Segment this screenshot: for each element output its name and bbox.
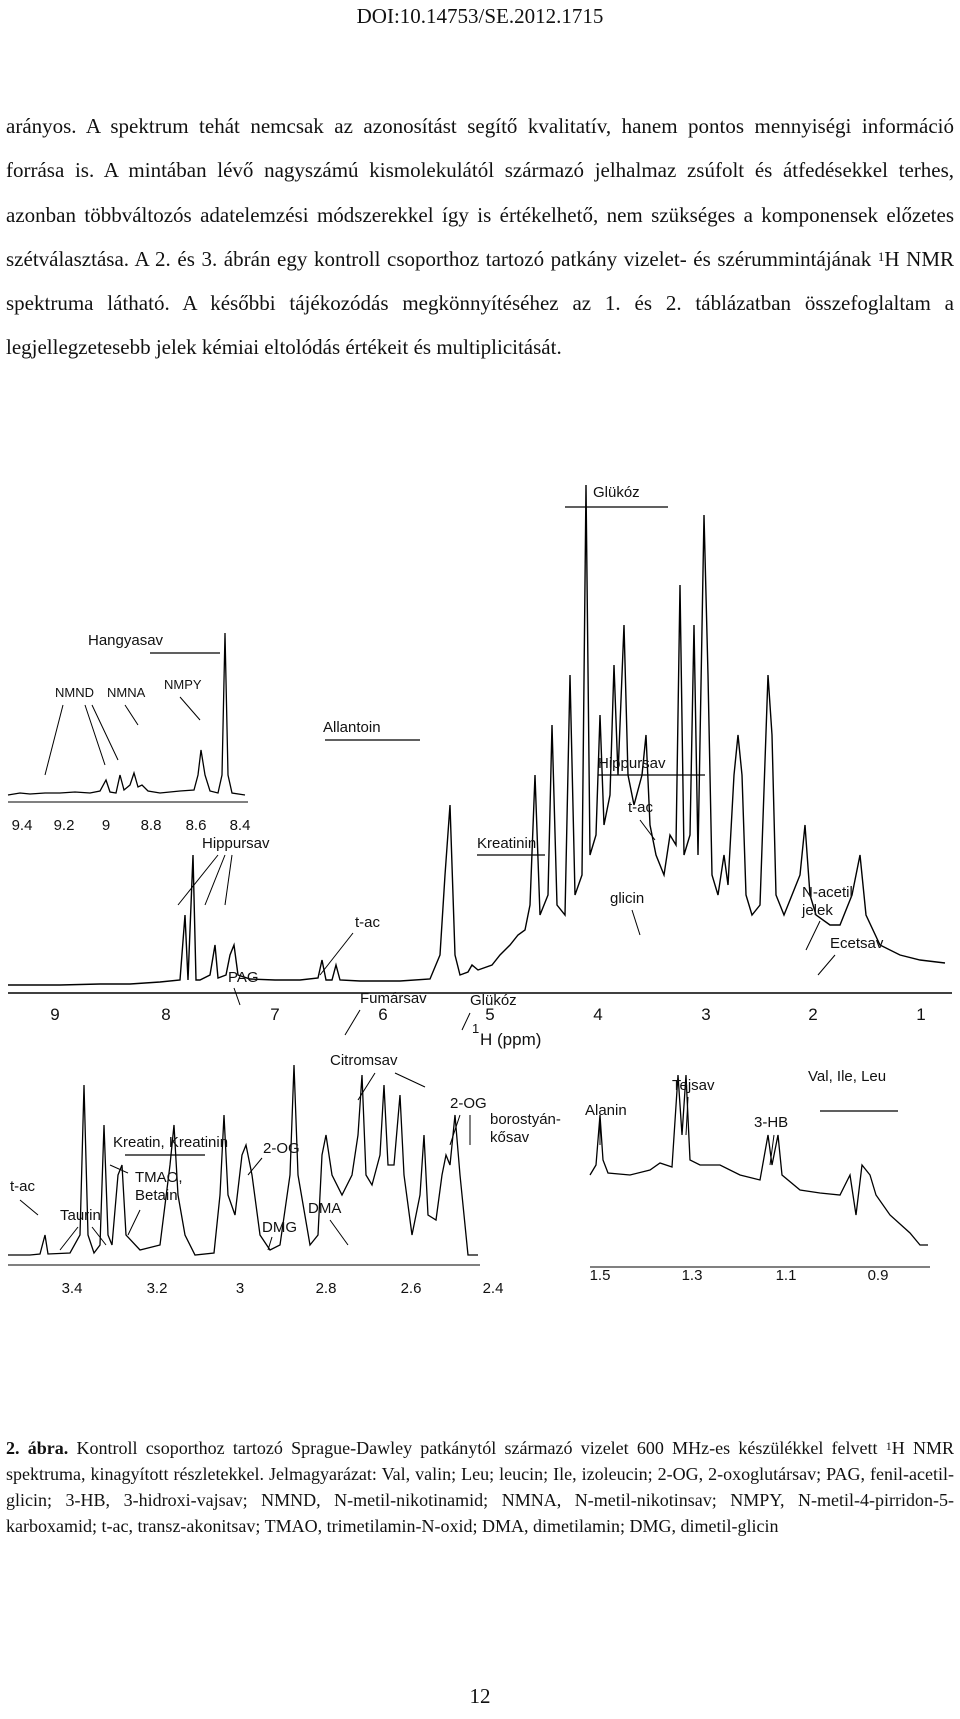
label-dmg: DMG bbox=[262, 1219, 297, 1236]
inset-methyl-spectrum bbox=[590, 1075, 930, 1267]
inset-methyl-axis bbox=[590, 1267, 889, 1284]
lr-tick-1.5: 1.5 bbox=[589, 1267, 611, 1284]
lr-tick-1.3: 1.3 bbox=[681, 1267, 703, 1284]
ll-tick-3.4: 3.4 bbox=[61, 1280, 83, 1297]
main-tick-9: 9 bbox=[50, 1005, 60, 1024]
label-nmpy: NMPY bbox=[164, 677, 202, 692]
paragraph-superscript: 1 bbox=[877, 248, 885, 264]
label-hippursav-right: Hippursav bbox=[598, 755, 666, 772]
caption-text-2: H NMR spektruma, kinagyított részletekkel. Jelmagyarázat: Val, valin; Leu; leucin; Ile, izoleucin; 2-OG, 2-oxoglutársav; PAG, fenil-acetil-glicin; 3-HB, 3-hidroxi-vajsav; NMND, N-metil-nikotinamid; NMNA, N-metil-nikotinsav; NMPY, N-metil-4-pirridon-5-karboxamid; t-ac, transz-akonitsav; TMAO, trimetilamin-N-oxid; DMA, dimetilamin; DMG, dimetil-glicin bbox=[6, 1438, 955, 1536]
label-2og-left: 2-OG bbox=[263, 1140, 300, 1157]
inset-aliphatic-spectrum bbox=[8, 1065, 480, 1265]
main-tick-4: 4 bbox=[593, 1005, 603, 1024]
label-borostyan-1: borostyán- bbox=[490, 1111, 561, 1128]
label-borostyan-2: kősav bbox=[490, 1129, 530, 1146]
main-tick-2: 2 bbox=[808, 1005, 818, 1024]
label-tejsav: Tejsav bbox=[672, 1077, 715, 1094]
label-hippursav-left: Hippursav bbox=[202, 835, 270, 852]
label-glukoz-top: Glükóz bbox=[593, 484, 640, 501]
nmr-figure-svg bbox=[0, 475, 960, 1430]
label-2og-right: 2-OG bbox=[450, 1095, 487, 1112]
label-allantoin: Allantoin bbox=[323, 719, 381, 736]
label-ecetsav: Ecetsav bbox=[830, 935, 884, 952]
ll-tick-3: 3 bbox=[235, 1280, 245, 1297]
inset-aromatic-spectrum bbox=[8, 633, 248, 802]
label-nacetil-2: jelek bbox=[802, 902, 833, 919]
label-fumarsav: Fumársav bbox=[360, 990, 427, 1007]
label-tmao-1: TMAO, bbox=[135, 1169, 183, 1186]
figure-caption bbox=[6, 1435, 954, 1539]
body-paragraph bbox=[6, 104, 954, 370]
label-kreatin-kreatinin: Kreatin, Kreatinin bbox=[113, 1134, 229, 1151]
main-peak-labels bbox=[45, 484, 884, 1035]
ll-tick-2.6: 2.6 bbox=[400, 1280, 422, 1297]
lr-tick-0.9: 0.9 bbox=[867, 1267, 889, 1284]
label-nacetil-1: N-acetil bbox=[802, 884, 853, 901]
label-hangyasav: Hangyasav bbox=[88, 632, 164, 649]
label-citromsav: Citromsav bbox=[330, 1052, 398, 1069]
caption-text-1: Kontroll csoporthoz tartozó Sprague-Dawley patkánytól származó vizelet 600 MHz-es készülékkel felvett bbox=[68, 1438, 886, 1458]
main-x-axis bbox=[50, 1005, 925, 1049]
caption-superscript: 1 bbox=[885, 1439, 892, 1453]
page-number: 12 bbox=[469, 1684, 491, 1708]
inset-aliphatic-labels bbox=[10, 1052, 561, 1250]
ll-tick-2.8: 2.8 bbox=[315, 1280, 337, 1297]
main-xlabel-sup: 1 bbox=[472, 1021, 480, 1036]
nmr-figure bbox=[0, 475, 960, 1430]
inset-aliphatic-axis bbox=[62, 1280, 504, 1297]
lr-tick-1.1: 1.1 bbox=[775, 1267, 797, 1284]
label-dma: DMA bbox=[308, 1200, 342, 1217]
label-nmnd: NMND bbox=[55, 685, 94, 700]
label-tmao-2: Betain bbox=[135, 1187, 178, 1204]
main-tick-5: 5 bbox=[485, 1005, 495, 1024]
label-3hb: 3-HB bbox=[754, 1114, 789, 1131]
ll-tick-3.2: 3.2 bbox=[146, 1280, 168, 1297]
label-val-ile-leu: Val, Ile, Leu bbox=[808, 1068, 887, 1085]
label-taurin: Taurin bbox=[60, 1207, 101, 1224]
inset-tick-8.8: 8.8 bbox=[140, 817, 162, 834]
paragraph-text-2: H NMR spektruma látható. A későbbi tájékozódás megkönnyítéséhez az 1. és 2. táblázatban összefoglaltam a legjellegzetesebb jelek kémiai eltolódás értékeit és multiplicitását. bbox=[6, 246, 955, 360]
main-tick-8: 8 bbox=[161, 1005, 171, 1024]
paragraph-text-1: arányos. A spektrum tehát nemcsak az azonosítást segítő kvalitatív, hanem pontos mennyiségi információ forrása is. A mintában lévő nagyszámú kismolekulától származó jelhalmaz zsúfolt és átfedésekkel terhes, azonban többváltozós adatelemzési módszerekkel így is értékelhető, nem szükséges a komponensek előzetes szétválasztása. A 2. és 3. ábrán egy kontroll csoporthoz tartozó patkány vizelet- és szérummintájának bbox=[6, 114, 954, 271]
label-tac-right: t-ac bbox=[628, 799, 654, 816]
label-glukoz-low: Glükóz bbox=[470, 992, 517, 1009]
main-tick-6: 6 bbox=[378, 1005, 388, 1024]
inset-tick-9: 9 bbox=[101, 817, 111, 834]
doi-header: DOI:10.14753/SE.2012.1715 bbox=[356, 4, 604, 28]
inset-tick-9.4: 9.4 bbox=[11, 817, 33, 834]
label-tac-lower: t-ac bbox=[10, 1178, 36, 1195]
main-tick-1: 1 bbox=[916, 1005, 926, 1024]
inset-tick-8.4: 8.4 bbox=[229, 817, 251, 834]
main-xlabel: H (ppm) bbox=[480, 1030, 542, 1049]
label-kreatinin: Kreatinin bbox=[477, 835, 537, 852]
ll-tick-2.4: 2.4 bbox=[482, 1280, 504, 1297]
inset-aromatic-axis bbox=[12, 817, 251, 834]
label-tac-mid: t-ac bbox=[355, 914, 381, 931]
label-glicin: glicin bbox=[610, 890, 645, 907]
label-alanin: Alanin bbox=[585, 1102, 627, 1119]
inset-tick-9.2: 9.2 bbox=[53, 817, 75, 834]
inset-methyl-labels bbox=[585, 1068, 898, 1165]
inset-tick-8.6: 8.6 bbox=[185, 817, 207, 834]
caption-label: 2. ábra. bbox=[6, 1438, 69, 1458]
main-tick-3: 3 bbox=[701, 1005, 711, 1024]
label-nmna: NMNA bbox=[107, 685, 146, 700]
main-tick-7: 7 bbox=[270, 1005, 280, 1024]
label-pag: PAG bbox=[228, 969, 259, 986]
